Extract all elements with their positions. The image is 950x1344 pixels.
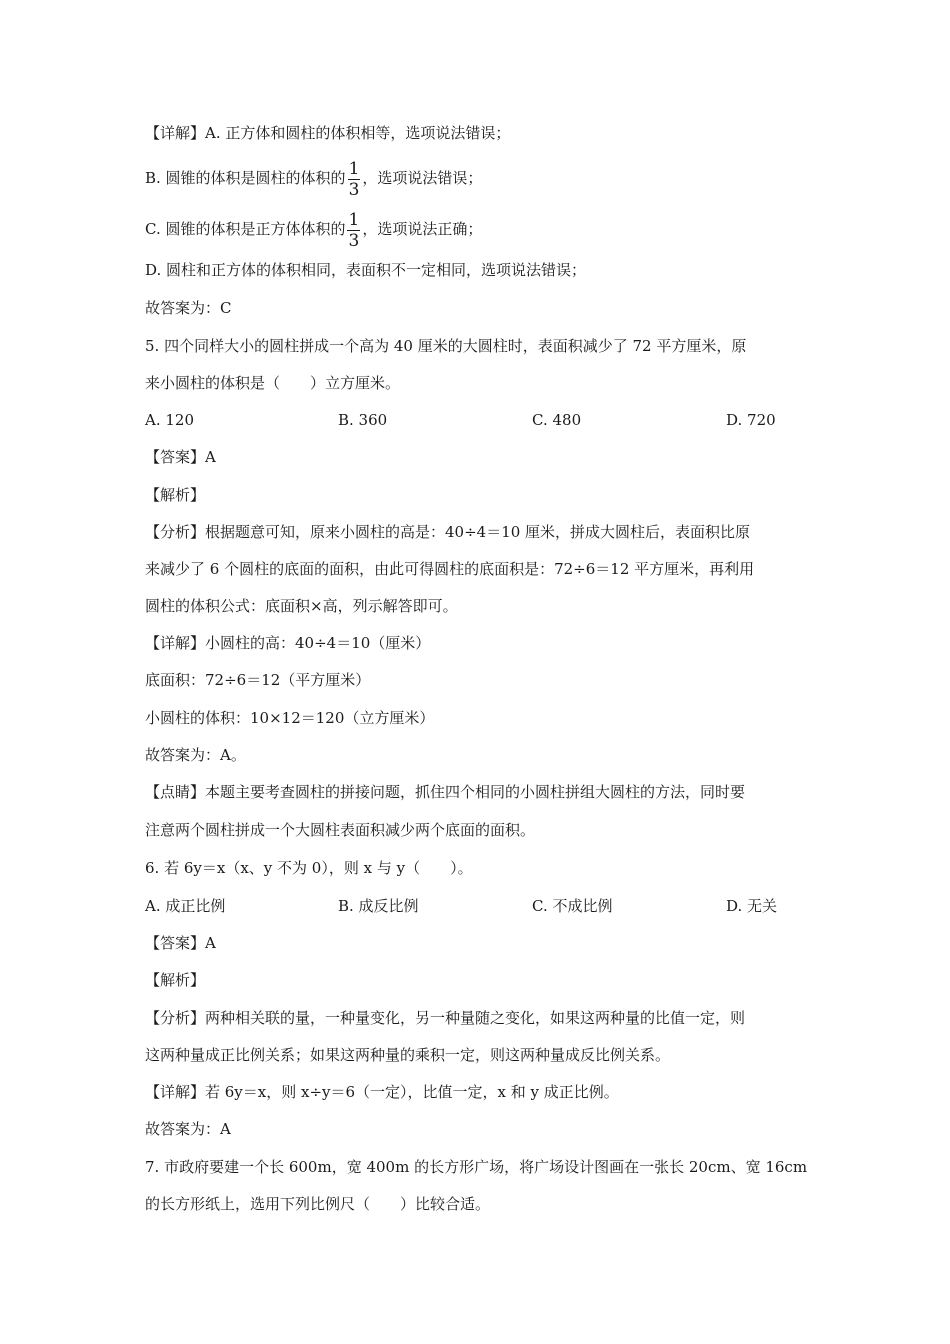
q4-detail-line-b [145, 155, 482, 201]
q6-option-d: D. 无关 [726, 897, 778, 915]
q6-stem: 6. 若 6y＝x（x、y 不为 0），则 x 与 y（ ）。 [145, 859, 473, 877]
fraction-denominator: 3 [348, 179, 360, 200]
q6-analysis-line-1: 【分析】两种相关联的量，一种量变化，另一种量随之变化，如果这两种量的比值一定，则 [145, 1009, 746, 1027]
q6-option-a: A. 成正比例 [145, 897, 226, 915]
q6-analysis-line-2: 这两种量成正比例关系；如果这两种量的乘积一定，则这两种量成反比例关系。 [145, 1046, 671, 1064]
q6-option-c: C. 不成比例 [532, 897, 613, 915]
q6-analysis-heading: 【解析】 [145, 971, 206, 989]
q4-detail-line-b-tail: ，选项说法错误； [362, 169, 483, 187]
q7-stem-line-1: 7. 市政府要建一个长 600m，宽 400m 的长方形广场，将广场设计图画在一张长 20cm、宽 16cm [145, 1158, 808, 1176]
q5-comment-line-2: 注意两个圆柱拼成一个大圆柱表面积减少两个底面的面积。 [145, 821, 536, 839]
q6-options [145, 896, 805, 916]
q5-analysis-line-1: 【分析】根据题意可知，原来小圆柱的高是：40÷4＝10 厘米，拼成大圆柱后，表面积比原 [145, 523, 751, 541]
fraction-one-third [348, 159, 361, 200]
q4-detail-line-c-text: C. 圆锥的体积是正方体体积的 [145, 220, 346, 238]
q5-detail-line-3: 小圆柱的体积：10×12＝120（立方厘米） [145, 709, 435, 727]
fraction-denominator: 3 [348, 230, 360, 251]
q7-stem-line-2: 的长方形纸上，选用下列比例尺（ ）比较合适。 [145, 1195, 491, 1213]
q4-answer-line: 故答案为：C [145, 299, 232, 317]
q5-option-c: C. 480 [532, 411, 582, 429]
q4-detail-line-b-text: B. 圆锥的体积是圆柱的体积的 [145, 169, 346, 187]
q5-answer: 【答案】A [145, 448, 216, 466]
q5-stem-line-1: 5. 四个同样大小的圆柱拼成一个高为 40 厘米的大圆柱时，表面积减少了 72 平方厘米，原 [145, 337, 747, 355]
q5-comment-line-1: 【点睛】本题主要考查圆柱的拼接问题，抓住四个相同的小圆柱拼组大圆柱的方法，同时要 [145, 783, 746, 801]
q5-analysis-line-2: 来减少了 6 个圆柱的底面的面积，由此可得圆柱的底面积是：72÷6＝12 平方厘米，再利用 [145, 560, 755, 578]
q5-answer-line: 故答案为：A。 [145, 746, 246, 764]
q6-answer: 【答案】A [145, 934, 216, 952]
q5-options [145, 410, 805, 430]
q5-option-a: A. 120 [145, 411, 194, 429]
q5-analysis-heading: 【解析】 [145, 486, 206, 504]
q5-detail-line-1: 【详解】小圆柱的高：40÷4＝10（厘米） [145, 634, 431, 652]
q4-detail-line-c-tail: ，选项说法正确； [362, 220, 483, 238]
q5-detail-line-2: 底面积：72÷6＝12（平方厘米） [145, 671, 371, 689]
fraction-numerator: 1 [348, 158, 360, 179]
q5-option-d: D. 720 [726, 411, 776, 429]
q6-answer-line: 故答案为：A [145, 1120, 231, 1138]
fraction-one-third [347, 210, 360, 251]
q4-detail-line-c [145, 206, 482, 252]
q5-option-b: B. 360 [338, 411, 388, 429]
q4-detail-line-d: D. 圆柱和正方体的体积相同，表面积不一定相同，选项说法错误； [145, 261, 587, 279]
q5-analysis-line-3: 圆柱的体积公式：底面积×高，列示解答即可。 [145, 597, 458, 615]
q4-detail-line-a: 【详解】A. 正方体和圆柱的体积相等，选项说法错误； [145, 124, 511, 142]
q6-option-b: B. 成反比例 [338, 897, 419, 915]
q6-detail-line-1: 【详解】若 6y＝x，则 x÷y＝6（一定），比值一定，x 和 y 成正比例。 [145, 1083, 619, 1101]
fraction-numerator: 1 [348, 209, 360, 230]
q5-stem-line-2: 来小圆柱的体积是（ ）立方厘米。 [145, 374, 401, 392]
